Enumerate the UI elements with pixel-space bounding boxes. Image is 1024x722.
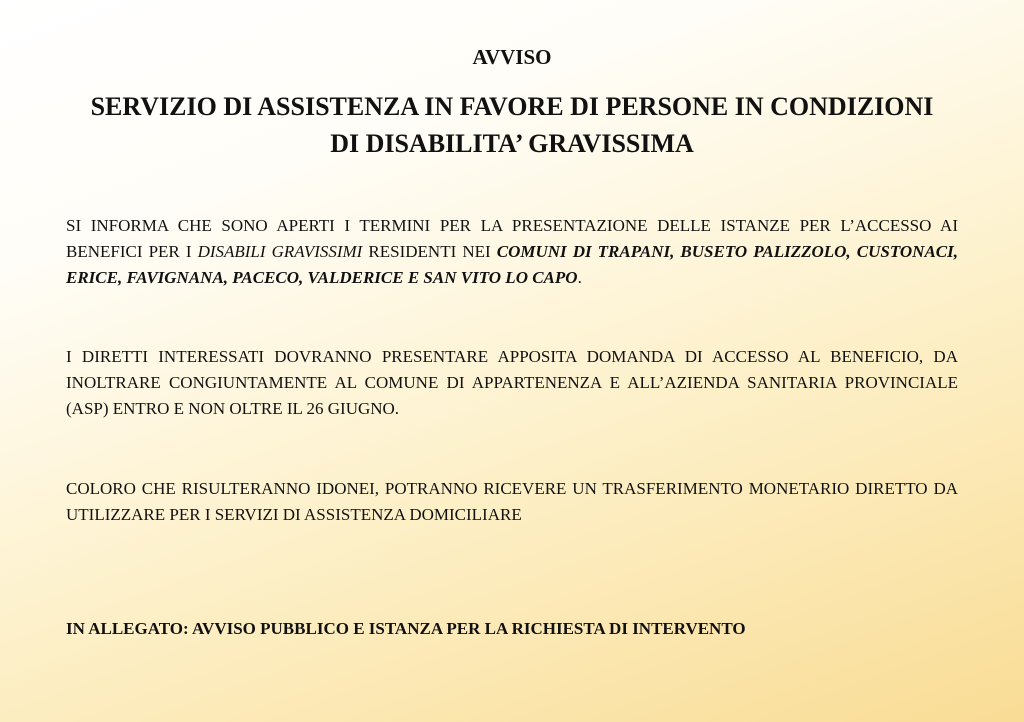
paragraph1-disabled-emphasis: DISABILI GRAVISSIMI	[197, 242, 363, 261]
paragraph1-part2: RESIDENTI NEI	[362, 242, 497, 261]
notice-title-line2: DI DISABILITA’ GRAVISSIMA	[330, 129, 694, 158]
notice-document	[66, 0, 958, 722]
notice-title-line1: SERVIZIO DI ASSISTENZA IN FAVORE DI PERSONE IN CONDIZIONI	[90, 92, 934, 121]
paragraph1-part1: SI INFORMA CHE SONO APERTI I TERMINI PER LA PRESENTAZIONE DELLE ISTANZE PER L’ACCESSO AI BENEFICI PER I	[66, 216, 958, 261]
notice-label: AVVISO	[472, 45, 552, 69]
paragraph1-municipalities: COMUNI DI TRAPANI, BUSETO PALIZZOLO, CUSTONACI, ERICE, FAVIGNANA, PACECO, VALDERICE E SAN VITO LO CAPO	[66, 242, 958, 287]
paragraph-application-deadline: I DIRETTI INTERESSATI DOVRANNO PRESENTARE APPOSITA DOMANDA DI ACCESSO AL BENEFICIO, DA INOLTRARE CONGIUNTAMENTE AL COMUNE DI APPARTENENZA E ALL’AZIENDA SANITARIA PROVINCIALE (ASP) ENTRO E NON OLTRE IL 26 GIUGNO.	[66, 347, 958, 418]
notice-title	[66, 88, 958, 162]
paragraph-monetary-transfer: COLORO CHE RISULTERANNO IDONEI, POTRANNO RICEVERE UN TRASFERIMENTO MONETARIO DIRETTO DA UTILIZZARE PER I SERVIZI DI ASSISTENZA DOMICILIARE	[66, 479, 958, 524]
attachment-note: IN ALLEGATO: AVVISO PUBBLICO E ISTANZA PER LA RICHIESTA DI INTERVENTO	[66, 619, 746, 638]
paragraph1-part3: .	[577, 268, 582, 287]
paragraph-terms-open	[66, 213, 958, 291]
